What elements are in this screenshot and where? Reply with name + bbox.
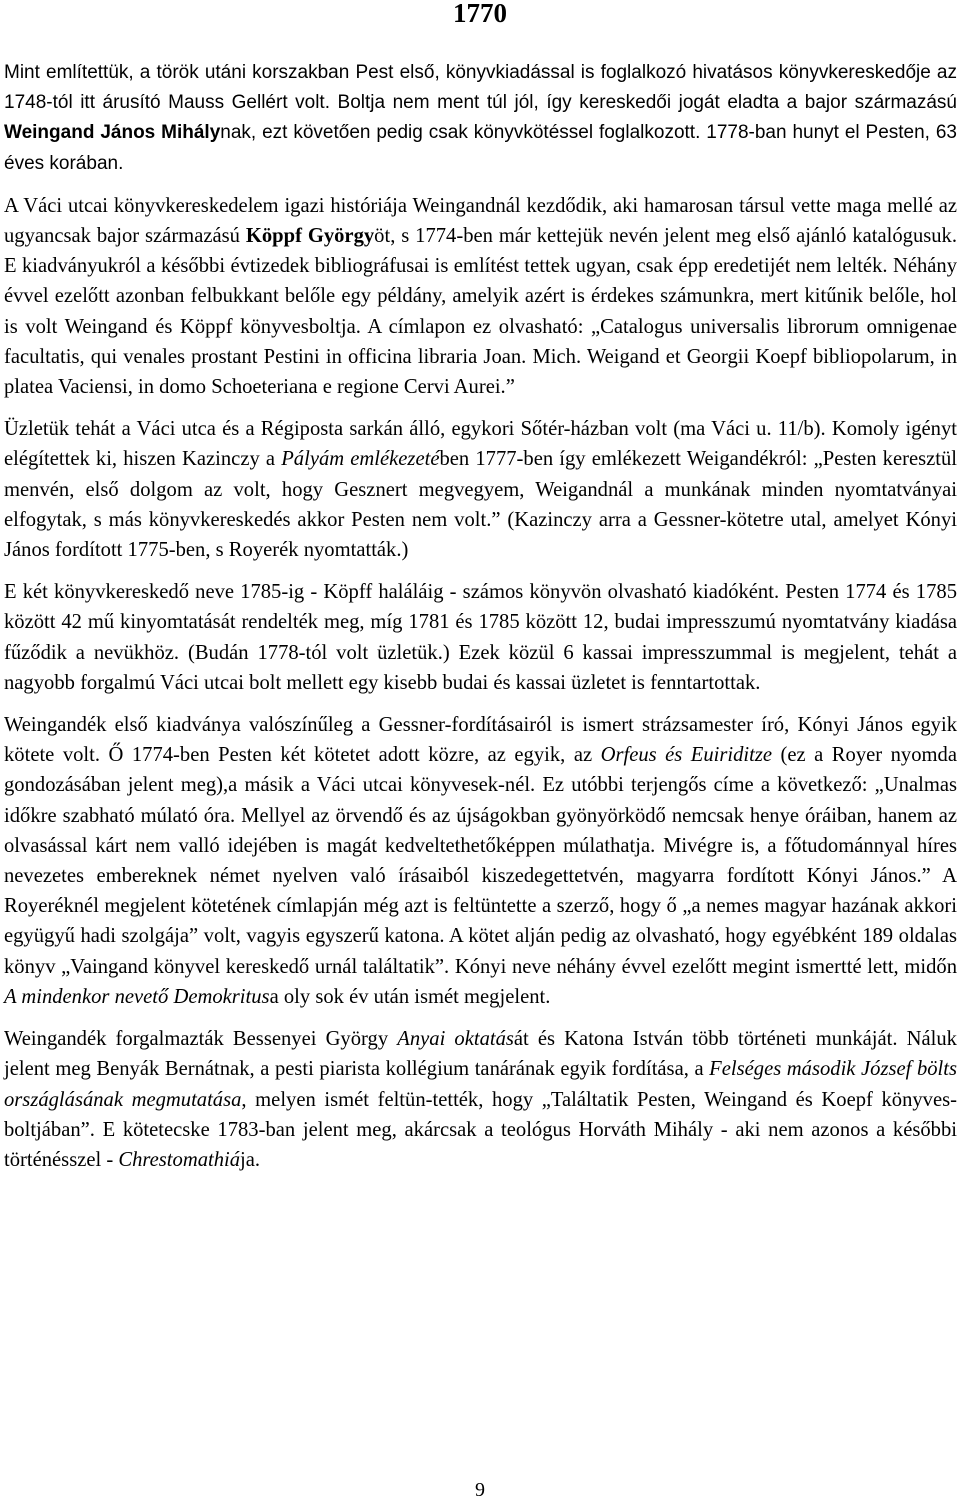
work-title: Felséges második József bölts országlásának megmutatása [4, 1058, 957, 1111]
paragraph-5 [4, 710, 957, 1012]
text-run: nak, ezt követően pedig csak könyvkötéssel foglalkozott. 1778-ban hunyt el Pesten, 63 éves korában. [4, 122, 957, 174]
paragraph-4 [4, 577, 957, 698]
page-header-year: 1770 [453, 0, 507, 28]
text-run: át és Katona István több történeti munkáját. Náluk jelent meg Benyák Bernátnak, a pesti piarista kollégium tanárának egyik fordítása, a [4, 1028, 957, 1081]
name-weingand: Weingand János Mihály [4, 122, 221, 144]
paragraph-6 [4, 1024, 957, 1175]
text-run: a oly sok év után ismét megjelent. [269, 985, 551, 1008]
page-number: 9 [475, 1479, 485, 1501]
work-title: Anyai oktatás [397, 1028, 514, 1051]
text-run: , melyen ismét feltün-tették, hogy „Találtatik Pesten, Weingand és Koepf könyves-boltjában”. E kötetecske 1783-ban jelent meg, akárcsak a teológus Horváth Mihály - aki nem azonos a későbbi történésszel - [4, 1088, 957, 1171]
text-run: A Váci utcai könyvkereskedelem igazi históriája Weingandnál kezdődik, aki hamarosan társul vette maga mellé az ugyancsak bajor származású [4, 194, 957, 248]
paragraph-3 [4, 414, 957, 565]
text-run: Üzletük tehát a Váci utca és a Régiposta sarkán álló, egykori Sőtér-házban volt (ma Váci u. 11/b). Komoly igényt elégítettek ki, hiszen Kazinczy a [4, 418, 957, 471]
text-run: Weingandék forgalmazták Bessenyei György [4, 1028, 398, 1051]
text-run: öt, s 1774-ben már kettejük nevén jelent meg első ajánló katalógusuk. E kiadványukról a későbbi évtizedek bibliográfusai is említést tettek ugyan, csak épp eredetijét nem lelték. Néhány évvel ezelőtt azonban felbukkant belőle egy példány, amelyik azért is érdekes számunkra, mert kitűnik belőle, hol is volt Weingand és Köppf könyvesboltja. A címlapon ez olvasható: „Catalogus universalis librorum omnigenae facultatis, qui venales prostant Pestini in officina libraria Joan. Mich. Weigand et Georgii Koepf bibliopolarum, in platea Vaciensi, in domo Schoeteriana e regione Cervi Aurei.” [4, 225, 957, 399]
paragraph-2 [4, 191, 957, 402]
work-title: A mindenkor nevető Demokritus [4, 985, 270, 1008]
paragraph-1 [4, 58, 957, 179]
text-run: Mint említettük, a török utáni korszakban Pest első, könyvkiadással is foglalkozó hivatásos könyvkereskedője az 1748-tól itt árusító Mauss Gellért volt. Boltja nem ment túl jól, így kereskedői jogát eladta a bajor származású [4, 62, 957, 114]
text-run: E két könyvkereskedő neve 1785-ig - Köpff haláláig - számos könyvön olvasható kiadóként. Pesten 1774 és 1785 között 42 mű kinyomtatását rendelték meg, míg 1781 és 1785 között 12, budai impresszumú nyomtatvány kiadása fűződik a nevükhöz. (Budán 1778-tól volt üzletük.) Ezek közül 6 kassai impresszummal is megjelent, tehát a nagyobb forgalmú Váci utcai bolt mellett egy kisebb budai és kassai üzletet is fenntartottak. [4, 581, 957, 694]
text-run: ben 1777-ben így emlékezett Weigandékról: „Pesten keresztül menvén, első dolgom az volt, hogy Gesznert megvegyem, Weigandnál a munkának minden nyomtatványai elfogytak, s más könyvkereskedés akkor Pesten nem volt.” (Kazinczy arra a Gessner-kötetre utal, amelyet Kónyi János fordított 1775-ben, s Royerék nyomtatták.) [4, 448, 957, 562]
text-run: Weingandék első kiadványa valószínűleg a Gessner-fordításairól is ismert strázsamester író, Kónyi János egyik kötete volt. Ő 1774-ben Pesten két kötetet adott közre, az egyik, az [4, 714, 957, 767]
work-title: Chrestomathiá [118, 1148, 241, 1171]
text-run: (ez a Royer nyomda gondozásában jelent meg),a másik a Váci utcai könyvesek-nél. Ez utóbbi terjengős címe a következő: „Unalmas időkre szabható múlató óra. Mellyel az örvendő és az újságokban gyönyörködő nemcsak henye óráiban, hanem az olvasással kárt nem valló idejében is magát kedveltethetőképpen múlathatja. Mivégre is, a főtudománnyal híres nevezetes embereknek német nyelven való írásaiból kiszedegettetvén, magyarra fordított Kónyi János.” A Royeréknél megjelent kötetének címlapján még azt is feltüntette a szerző, hogy ő „a nemes magyar hazának akkori együgyű hadi szolgája” volt, vagyis egyszerű katona. A kötet alján pedig az olvasható, hogy egyébként 189 oldalas könyv „Vaingand könyvel kereskedő urnál találtatik”. Kónyi neve néhány évvel ezelőtt megint ismertté lett, midőn [4, 744, 957, 978]
name-koppf: Köppf György [245, 225, 375, 248]
text-run: ja. [240, 1148, 261, 1171]
article-body [4, 58, 957, 1175]
work-title: Orfeus és Euiriditze [600, 744, 773, 767]
work-title: Pályám emlékezeté [281, 448, 440, 471]
